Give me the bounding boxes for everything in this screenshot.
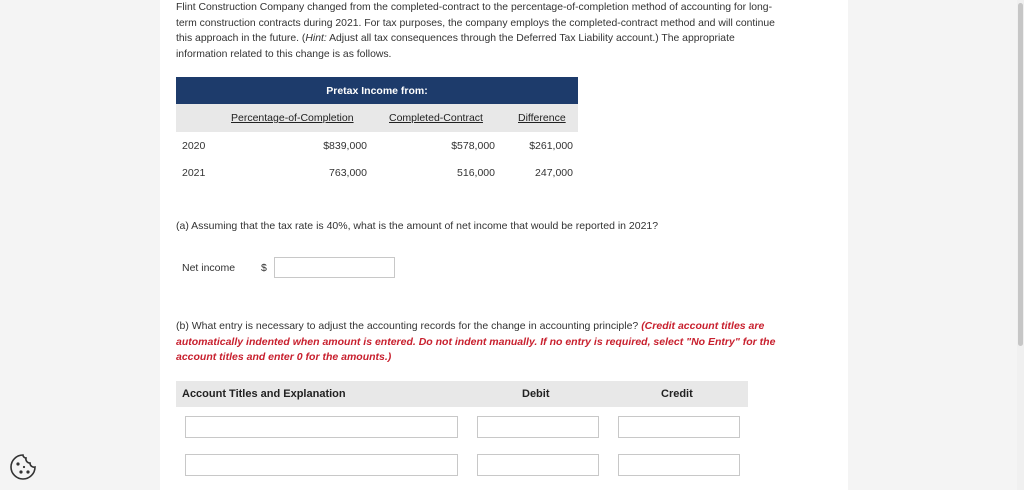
- journal-entry-header: [176, 381, 748, 407]
- credit-input-1[interactable]: [618, 416, 740, 438]
- intro-line-3: [176, 31, 836, 47]
- intro-line-3-pre: this approach in the future. (: [176, 33, 306, 45]
- pretax-income-table: [176, 77, 578, 186]
- pretax-table-header: Pretax Income from:: [176, 77, 578, 104]
- instruction-line-2: automatically indented when amount is entered. Do not indent manually. If no entry is required, select "No Entry" for the: [176, 335, 776, 348]
- instruction-line-1: (Credit account titles are: [641, 320, 765, 332]
- question-a: (a) Assuming that the tax rate is 40%, what is the amount of net income that would be reported in 2021?: [176, 220, 659, 232]
- instruction-line-3: account titles and enter 0 for the amounts.): [176, 351, 392, 364]
- intro-line-2: term construction contracts during 2021. For tax purposes, the company employs the completed-contract method and will continue: [176, 17, 775, 29]
- scrollbar-thumb[interactable]: [1018, 3, 1023, 346]
- credit-input-2[interactable]: [618, 454, 740, 476]
- row-year: 2021: [182, 167, 206, 179]
- row-year: 2020: [182, 140, 206, 152]
- row-poc-value: 763,000: [329, 167, 367, 179]
- net-income-input[interactable]: [274, 257, 395, 278]
- col-header-account-titles: Account Titles and Explanation: [182, 388, 346, 400]
- col-header-percentage-of-completion: Percentage-of-Completion: [231, 112, 354, 124]
- col-header-difference: Difference: [518, 112, 566, 124]
- table-row: [176, 159, 578, 186]
- row-poc-value: $839,000: [323, 140, 367, 152]
- col-header-credit: Credit: [661, 388, 693, 400]
- row-difference-value: 247,000: [535, 167, 573, 179]
- question-b-text: (b) What entry is necessary to adjust the accounting records for the change in accounting principle?: [176, 320, 639, 332]
- row-difference-value: $261,000: [529, 140, 573, 152]
- content-panel: [160, 0, 848, 490]
- account-title-input-1[interactable]: [185, 416, 458, 438]
- col-header-completed-contract: Completed-Contract: [389, 112, 483, 124]
- intro-line-3-post: Adjust all tax consequences through the Deferred Tax Liability account.) The appropriate: [326, 33, 735, 45]
- row-cc-value: $578,000: [451, 140, 495, 152]
- currency-symbol: $: [261, 262, 267, 274]
- intro-line-4: information related to this change is as follows.: [176, 48, 392, 60]
- question-b: [176, 319, 826, 366]
- account-title-input-2[interactable]: [185, 454, 458, 476]
- net-income-label: Net income: [182, 262, 236, 274]
- debit-input-2[interactable]: [477, 454, 599, 476]
- intro-line-1: Flint Construction Company changed from the completed-contract to the percentage-of-completion method of accounting for long-: [176, 2, 773, 13]
- table-row: [176, 132, 578, 159]
- vertical-scrollbar[interactable]: [1017, 0, 1024, 490]
- hint-label: Hint:: [305, 33, 327, 45]
- problem-statement: [176, 0, 836, 62]
- col-header-debit: Debit: [522, 388, 550, 400]
- row-cc-value: 516,000: [457, 167, 495, 179]
- cookie-icon[interactable]: [8, 452, 38, 482]
- pretax-table-column-headers: [176, 104, 578, 132]
- debit-input-1[interactable]: [477, 416, 599, 438]
